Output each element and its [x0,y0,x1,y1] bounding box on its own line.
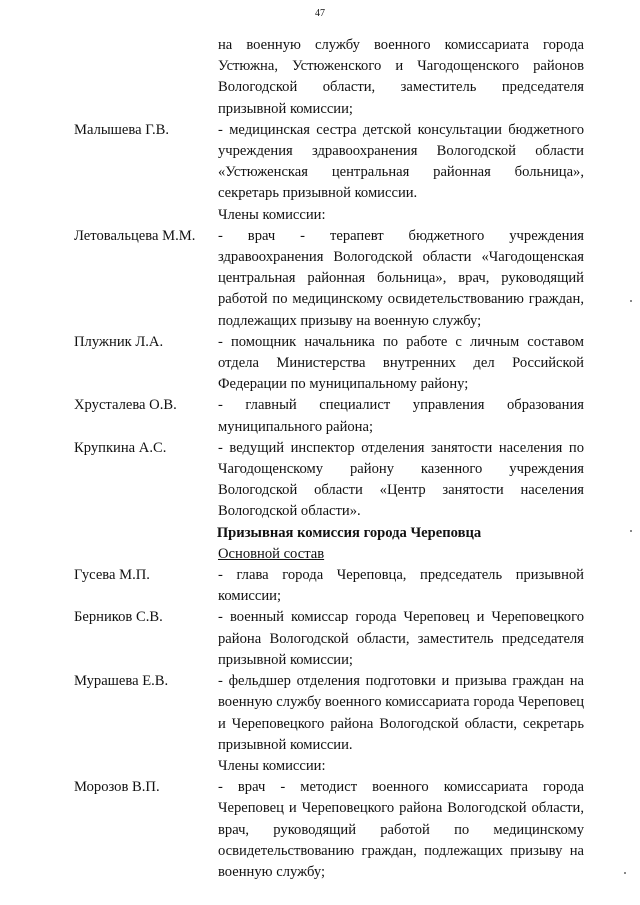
member-row [74,332,584,396]
block-2 [74,226,584,523]
scan-mark [630,530,632,532]
main-composition-label: Основной состав [218,545,325,562]
member-description: - врач - терапевт бюджетного учреждения здравоохранения Вологодской области «Чагодощенская центральная районная больница», врач, руководящий работой по медицинскому освидетельствованию граждан, подлежащих призыву на военную службу; [218,227,584,329]
member-description: - медицинская сестра детской консультации бюджетного учреждения здравоохранения Вологодской области «Устюженская центральная районная больница», секретарь призывной комиссии. [218,121,584,202]
member-name: Гусева М.П. [74,567,150,584]
member-name: Крупкина А.С. [74,439,167,456]
member-name: Берников С.В. [74,609,163,626]
member-name: Плужник Л.А. [74,333,164,350]
member-description: - глава города Череповца, председатель призывной комиссии; [218,567,584,605]
block-4 [74,777,584,883]
member-name: Мурашева Е.В. [74,673,169,690]
member-row [74,395,584,437]
members-label: Члены комиссии: [218,206,326,223]
member-description: - врач - методист военного комиссариата города Череповец и Череповецкого района Вологодской области, врач, руководящий работой по медицинскому освидетельствованию граждан, подлежащих призыву на военную службу; [218,779,584,880]
member-row [74,120,584,205]
section-heading: Призывная комиссия города Череповца [216,524,482,541]
member-description: - ведущий инспектор отделения занятости населения по Чагодощенскому району казенного учреждения Вологодской области «Центр занятости населения Вологодской области». [218,439,584,520]
member-name: Малышева Г.В. [74,121,170,138]
page-number: 47 [315,8,325,19]
document-body [74,35,584,883]
member-description: - помощник начальника по работе с личным составом отдела Министерства внутренних дел Российской Федерации по муниципальному району; [218,333,584,393]
member-description: - главный специалист управления образования муниципального района; [218,397,584,435]
member-description: - фельдшер отделения подготовки и призыва граждан на военную службу военного комиссариата города Череповец и Череповецкого района Вологодской области, секретарь призывной комиссии. [218,673,584,753]
member-row [74,607,584,671]
member-name: Хрусталева О.В. [74,397,177,414]
member-row [74,671,584,756]
block-3 [74,565,584,756]
continuation-row [74,35,584,120]
member-row [74,438,584,523]
members-label: Члены комиссии: [218,757,326,774]
member-row [74,226,584,332]
member-name: Морозов В.П. [74,779,160,796]
continuation-text: на военную службу военного комиссариата города Устюжна, Устюженского и Чагодощенского районов Вологодской области, заместитель председателя призывной комиссии; [218,37,584,117]
scan-mark [630,300,632,302]
member-row [74,565,584,607]
member-row [74,777,584,883]
member-description: - военный комиссар города Череповец и Череповецкого района Вологодской области, заместитель председателя призывной комиссии; [218,609,584,668]
member-name: Летовальцева М.М. [74,227,196,244]
block-1 [74,120,584,205]
scan-mark [624,872,626,874]
